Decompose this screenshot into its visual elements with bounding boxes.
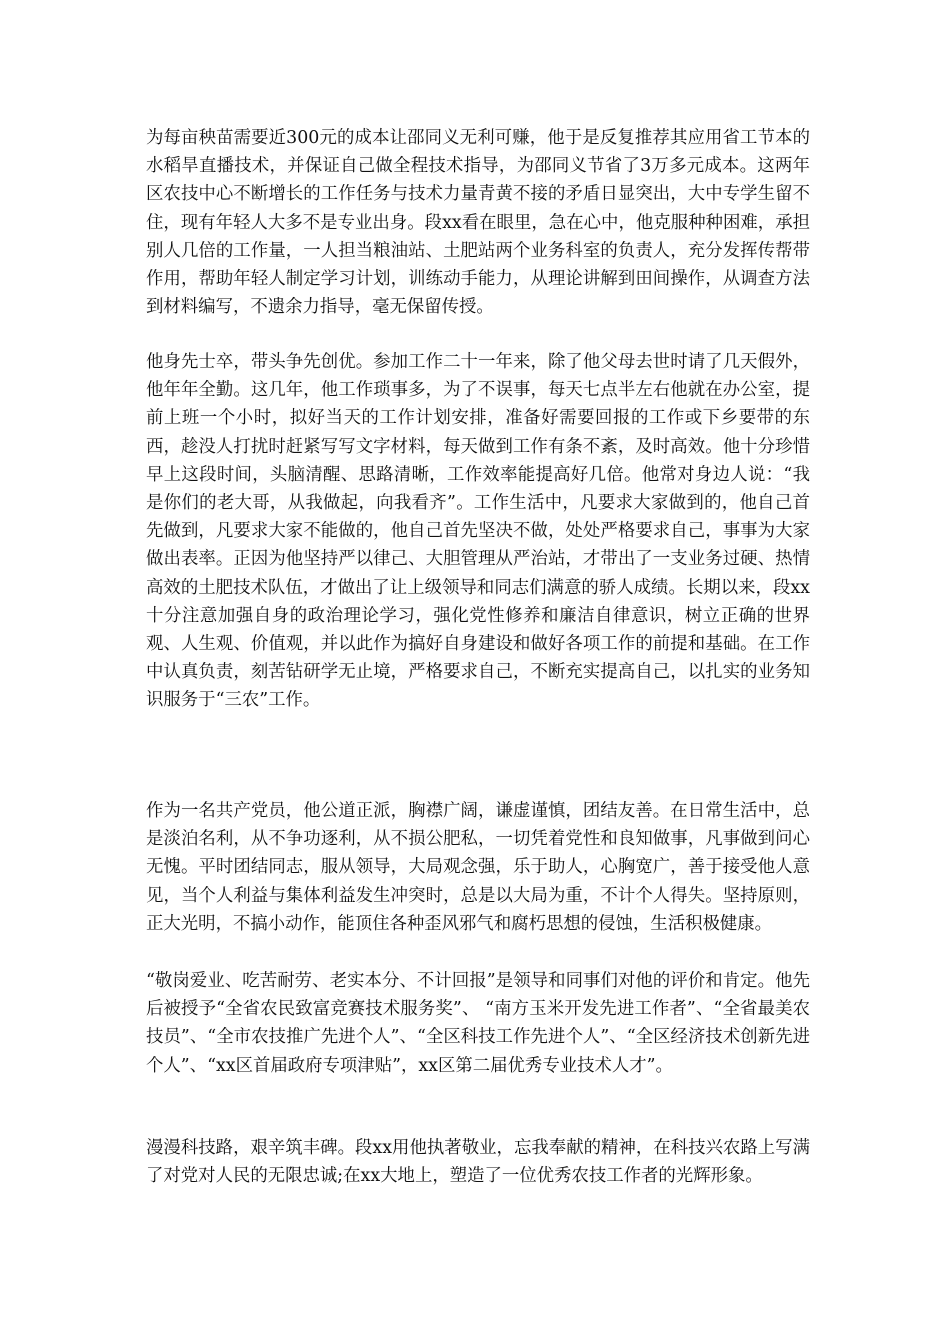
paragraph-4: “敬岗爱业、吃苦耐劳、老实本分、不计回报”是领导和同事们对他的评价和肯定。他先后被授予“全省农民致富竞赛技术服务奖”、 “南方玉米开发先进工作者”、“全省最美农技员”、“全市农技推广先进个人”、“全区科技工作先进个人”、“全区经济技术创新先进个人”、“xx区首届政府专项津贴”，xx区第二届优秀专业技术人才”。	[146, 971, 810, 1076]
paragraph-2: 他身先士卒，带头争先创优。参加工作二十一年来，除了他父母去世时请了几天假外，他年年全勤。这几年，他工作琐事多，为了不误事，每天七点半左右他就在办公室，提前上班一个小时，拟好当天的工作计划安排，准备好需要回报的工作或下乡要带的东西，趁没人打扰时赶紧写写文字材料，每天做到工作有条不紊，及时高效。他十分珍惜早上这段时间，头脑清醒、思路清晰，工作效率能提高好几倍。他常对身边人说：“我是你们的老大哥，从我做起，向我看齐”。工作生活中，凡要求大家做到的，他自己首先做到，凡要求大家不能做的，他自己首先坚决不做，处处严格要求自己，事事为大家做出表率。正因为他坚持严以律己、大胆管理从严治站，才带出了一支业务过硬、热情高效的土肥技术队伍，才做出了让上级领导和同志们满意的骄人成绩。长期以来，段xx十分注意加强自身的政治理论学习，强化党性修养和廉洁自律意识，树立正确的世界观、人生观、价值观，并以此作为搞好自身建设和做好各项工作的前提和基础。在工作中认真负责，刻苦钻研学无止境，严格要求自己，不断充实提高自己，以扎实的业务知识服务于“三农”工作。	[146, 352, 810, 711]
paragraph-5: 漫漫科技路，艰辛筑丰碑。段xx用他执著敬业，忘我奉献的精神，在科技兴农路上写满了对党对人民的无限忠诚;在xx大地上，塑造了一位优秀农技工作者的光辉形象。	[146, 1138, 810, 1187]
paragraph-3: 作为一名共产党员，他公道正派，胸襟广阔，谦虚谨慎，团结友善。在日常生活中，总是淡泊名利，从不争功逐利，从不损公肥私，一切凭着党性和良知做事，凡事做到问心无愧。平时团结同志，服从领导，大局观念强，乐于助人，心胸宽广，善于接受他人意见，当个人利益与集体利益发生冲突时，总是以大局为重，不计个人得失。坚持原则，正大光明，不搞小动作，能顶住各种歪风邪气和腐朽思想的侵蚀，生活积极健康。	[146, 801, 810, 934]
paragraph-1: 为每亩秧苗需要近300元的成本让邵同义无利可赚，他于是反复推荐其应用省工节本的水稻旱直播技术，并保证自己做全程技术指导，为邵同义节省了3万多元成本。这两年区农技中心不断增长的工作任务与技术力量青黄不接的矛盾日显突出，大中专学生留不住，现有年轻人大多不是专业出身。段xx看在眼里，急在心中，他克服种种困难，承担别人几倍的工作量，一人担当粮油站、土肥站两个业务科室的负责人，充分发挥传帮带作用，帮助年轻人制定学习计划，训练动手能力，从理论讲解到田间操作，从调查方法到材料编写，不遗余力指导，毫无保留传授。	[146, 128, 810, 318]
